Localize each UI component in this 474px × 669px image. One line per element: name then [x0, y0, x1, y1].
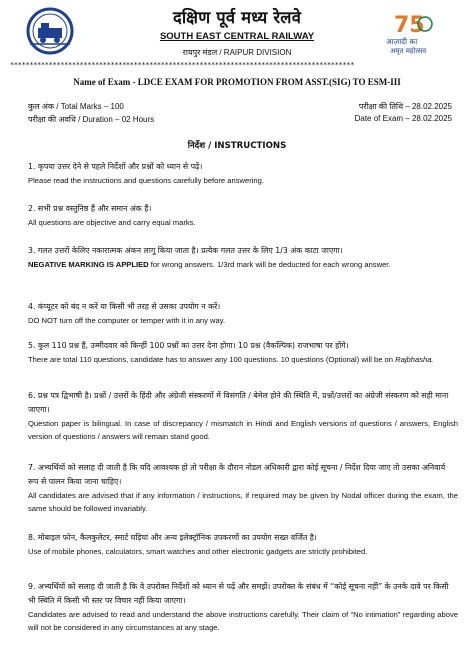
- logo-text-bottom: अमृत महोत्सव: [390, 47, 427, 55]
- instruction-english: DO NOT turn off the computer or temper with it in any way.: [28, 315, 226, 325]
- total-marks: कुल अंक / Total Marks – 100: [28, 102, 124, 111]
- instruction-item: [28, 339, 458, 367]
- instruction-hindi: 9. अभ्यर्थियों को सलाह दी जाती है कि वे उपरोक्त निर्देशों को ध्यान से पढ़ें और समझें। उपरोक्त के संबंध में “कोई सूचना नहीं” के उनके दावे पर किसी भी स्थिति में किसी भी स्तर पर विचार नहीं किया जाएगा।: [28, 582, 449, 605]
- instruction-hindi: 8. मोबाइल फोन, कैलकुलेटर, स्मार्ट घड़ियां और अन्य इलेक्ट्रॉनिक उपकरणों का उपयोग सख्त वर्जित है।: [28, 533, 317, 542]
- exam-date-english: Date of Exam – 28.02.2025: [354, 114, 452, 123]
- instruction-english: Question paper is bilingual. In case of discrepancy / mismatch in Hindi and English versions of questions / answers, English version of questions / answers will remain stand good.: [28, 418, 458, 442]
- exam-name: Name of Exam - LDCE EXAM FOR PROMOTION FROM ASST.(SIG) TO ESM-III: [73, 77, 401, 87]
- railway-title-english: SOUTH EAST CENTRAL RAILWAY: [159, 31, 315, 42]
- instruction-english: Candidates are advised to read and understand the above instructions carefully. Their claim of “No intimation” regarding above will not be considered in any circumstances at any stage.: [28, 609, 458, 633]
- instruction-hindi: 5. कुल 110 प्रश्न हैं, उम्मीदवार को किन्हीं 100 प्रश्नों का उत्तर देना होगा। 10 प्रश्न (वैकल्पिक) राजभाषा पर होंगे।: [28, 341, 349, 350]
- railway-title-hindi: दक्षिण पूर्व मध्य रेलवे: [172, 8, 302, 27]
- instruction-item: [28, 300, 458, 328]
- instruction-hindi: 4. कंप्यूटर को बंद न करें या किसी भी तरह से उसका उपयोग न करें।: [28, 302, 221, 311]
- instruction-english: [28, 353, 458, 367]
- separator-line: *****************************************************************************************: [10, 61, 354, 69]
- instruction-english: Please read the instructions and questions carefully before answering.: [28, 175, 264, 185]
- instruction-item: [28, 580, 458, 635]
- instruction-item: [28, 160, 458, 188]
- instruction-hindi: 7. अभ्यर्थियों को सलाह दी जाती है कि यदि आवश्यक हो तो परीक्षा के दौरान नोडल अधिकारी द्वारा कोई सूचना / निर्देश दिया जाए तो उसका अनिवार्य रूप से पालन किया जाना चाहिए।: [28, 463, 446, 486]
- instruction-item: [28, 202, 458, 230]
- instruction-english: Use of mobile phones, calculators, smart watches and other electronic gadgets are strictly prohibited.: [28, 546, 368, 556]
- exam-duration: परीक्षा की अवधि / Duration – 02 Hours: [28, 115, 155, 124]
- instruction-item: [28, 244, 458, 272]
- instruction-hindi: 6. प्रश्न पत्र द्विभाषी है। प्रश्नों / उत्तरों के हिंदी और अंग्रेजी संस्करणों में विसंगति / बेमेल होने की स्थिति में, प्रश्नों/उत्तरों का अंग्रेजी संस्करण को सही माना जाएगा।: [28, 391, 449, 414]
- instruction-hindi: 3. गलत उत्तरों केलिए नकारात्मक अंकन लागू किया जाता है। प्रत्येक गलत उत्तर के लिए 1/3 अंक काटा जाएगा।: [28, 246, 343, 255]
- instruction-english-rest: for wrong answers. 1/3rd mark will be deducted for each wrong answer.: [148, 259, 391, 269]
- instruction-item: [28, 389, 458, 444]
- instruction-english: All candidates are advised that if any information / instructions, if required may be given by Nodal officer during the exam, the same should be followed invariably.: [28, 490, 458, 514]
- instructions-title: निर्देश / INSTRUCTIONS: [187, 141, 287, 151]
- logo-text-top: आज़ादी का: [386, 37, 418, 46]
- instruction-item: [28, 461, 458, 516]
- negative-marking-emphasis: NEGATIVE MARKING IS APPLIED: [28, 259, 149, 269]
- exam-date-hindi: परीक्षा की तिथि – 28.02.2025: [358, 102, 452, 111]
- instruction-english-text: There are total 110 questions, candidate has to answer any 100 questions. 10 questions (Optional) will be on: [28, 354, 396, 364]
- instruction-english: [28, 258, 458, 272]
- instruction-item: [28, 531, 458, 559]
- instruction-hindi: 2. सभी प्रश्न वस्तुनिष्ठ हैं और समान अंक हैं।: [28, 204, 152, 213]
- rajbhasha-italic: Rajbhasha.: [395, 354, 434, 364]
- logo-number: 75: [394, 13, 425, 38]
- instruction-hindi: 1. कृपया उत्तर देने से पहले निर्देशों और प्रश्नों को ध्यान से पढ़ें।: [28, 162, 203, 171]
- division-name: रायपुर मंडल / RAIPUR DIVISION: [182, 48, 292, 57]
- instruction-english: All questions are objective and carry equal marks.: [28, 217, 196, 227]
